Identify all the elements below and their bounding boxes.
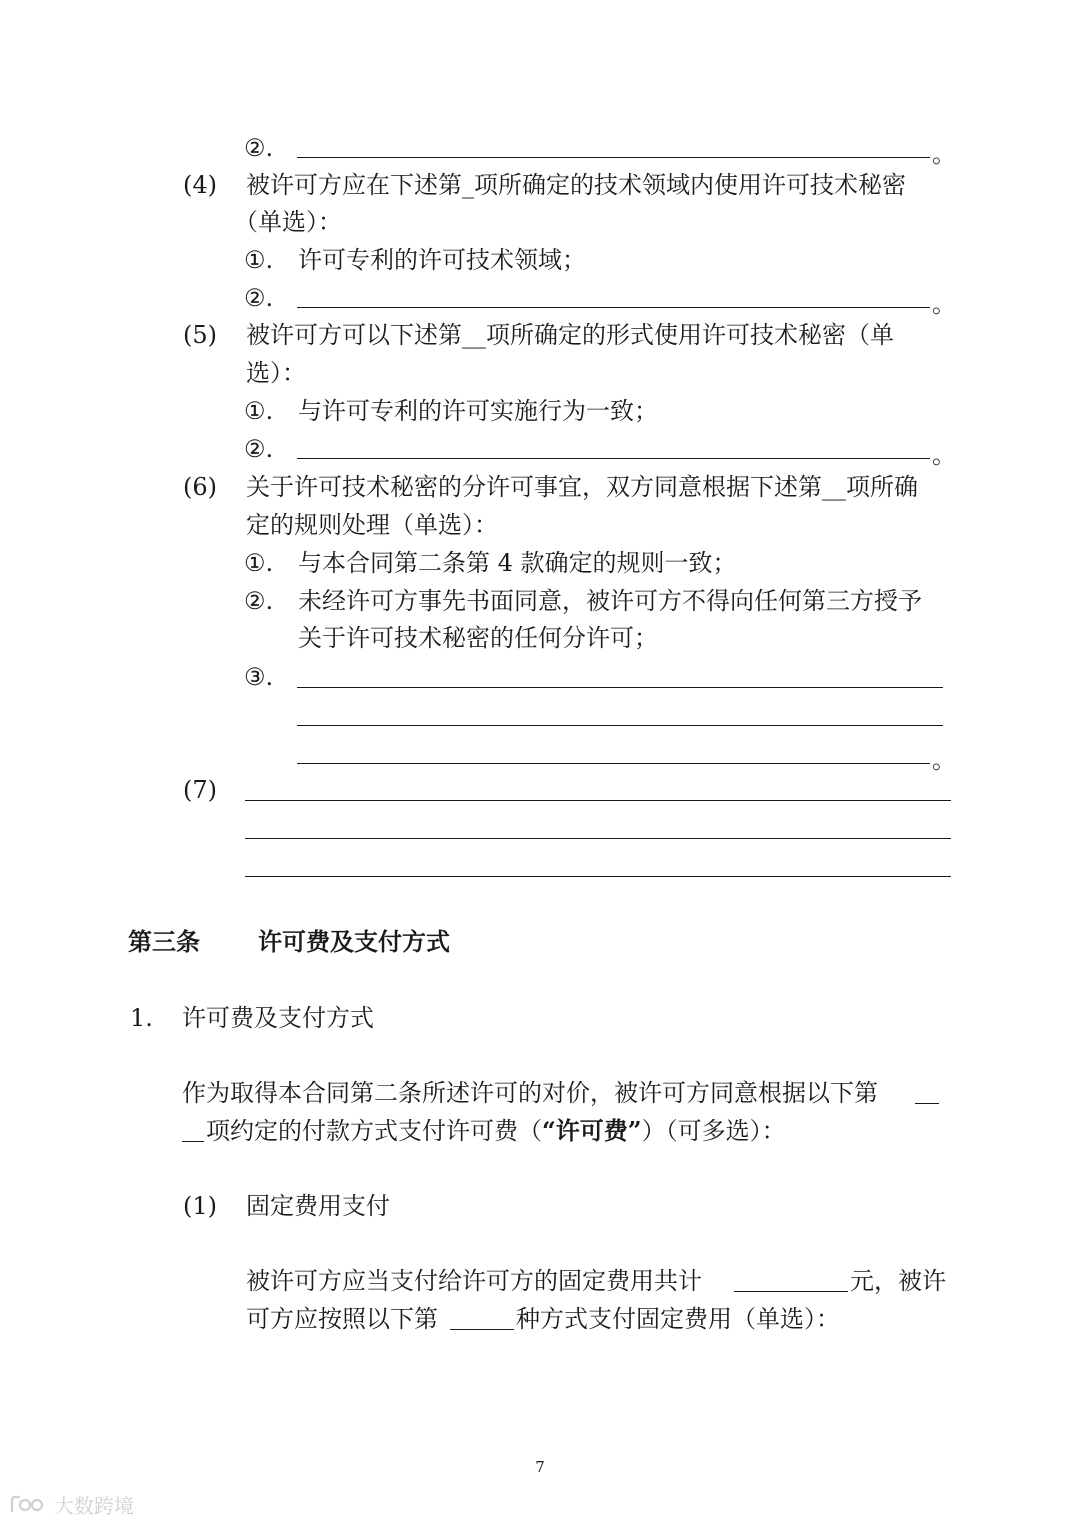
blank-line (297, 763, 930, 764)
item5-option1-marker: ①. (244, 397, 274, 425)
intro-line2-pre: 项约定的付款方式支付许可费（ (206, 1117, 542, 1145)
item7-marker: (7) (183, 776, 217, 804)
item5-option1-text: 与许可专利的许可实施行为一致； (298, 397, 658, 425)
item4-option2-marker: ②. (244, 284, 274, 312)
blank-line (297, 307, 930, 308)
item6-text-line1: 关于许可技术秘密的分许可事宜，双方同意根据下述第__项所确 (246, 473, 918, 501)
amount-blank (734, 1291, 848, 1292)
item6-option3-marker: ③. (244, 663, 274, 691)
watermark-logo-icon (8, 1494, 48, 1516)
item4-option1-marker: ①. (244, 246, 274, 274)
option-blank (450, 1329, 514, 1330)
item5-marker: (5) (183, 321, 217, 349)
watermark-text: 大数跨境 (54, 1494, 134, 1518)
period-mark: 。 (932, 746, 956, 774)
item4-marker: (4) (183, 171, 217, 199)
item6-option2-marker: ②. (244, 587, 274, 615)
item5-text-line1: 被许可方可以下述第__项所确定的形式使用许可技术秘密（单 (246, 321, 894, 349)
fixed-fee-line1-post: 元，被许 (850, 1267, 946, 1295)
item6-option1-marker: ①. (244, 549, 274, 577)
intro-line2-post: ）（可多选）： (641, 1117, 786, 1145)
fixed-fee-line2-post: 种方式支付固定费用（单选）： (516, 1305, 840, 1333)
blank-line (245, 876, 951, 877)
blank-line (245, 800, 951, 801)
clause-number: 1. (130, 1004, 153, 1032)
blank-line (182, 1141, 204, 1142)
item6-option2-text-line1: 未经许可方事先书面同意，被许可方不得向任何第三方授予 (298, 587, 922, 615)
item3-option2-marker: ②. (244, 134, 274, 162)
intro-line1: 作为取得本合同第二条所述许可的对价，被许可方同意根据以下第 (182, 1079, 878, 1107)
blank-line (915, 1103, 939, 1104)
fixed-fee-line2-pre: 可方应按照以下第 (246, 1305, 438, 1333)
section-title: 许可费及支付方式 (258, 927, 450, 956)
period-mark: 。 (932, 140, 956, 168)
item5-option2-marker: ②. (244, 435, 274, 463)
fixed-fee-title: 固定费用支付 (246, 1192, 390, 1220)
defined-term: “许可费” (542, 1116, 642, 1145)
period-mark: 。 (932, 290, 956, 318)
item6-marker: (6) (183, 473, 217, 501)
item6-option1-text: 与本合同第二条第 4 款确定的规则一致； (298, 549, 737, 577)
page-number: 7 (535, 1458, 545, 1476)
blank-line (297, 157, 930, 158)
blank-line (245, 838, 951, 839)
blank-line (297, 725, 943, 726)
item5-text-line2: 选）： (246, 359, 306, 387)
item6-text-line2: 定的规则处理（单选）： (246, 511, 498, 539)
fixed-fee-line1-pre: 被许可方应当支付给许可方的固定费用共计 (246, 1267, 702, 1295)
fixed-fee-marker: (1) (183, 1192, 217, 1220)
clause-title: 许可费及支付方式 (182, 1004, 374, 1032)
item4-text-line1: 被许可方应在下述第_项所确定的技术领域内使用许可技术秘密 (246, 171, 906, 199)
item4-option1-text: 许可专利的许可技术领域； (298, 246, 586, 274)
item4-text-line2: （单选）： (234, 208, 342, 236)
period-mark: 。 (932, 441, 956, 469)
item6-option2-text-line2: 关于许可技术秘密的任何分许可； (298, 624, 658, 652)
watermark (8, 1490, 134, 1519)
section-number: 第三条 (128, 927, 200, 956)
intro-line2 (206, 1116, 786, 1146)
blank-line (297, 458, 930, 459)
blank-line (297, 687, 943, 688)
